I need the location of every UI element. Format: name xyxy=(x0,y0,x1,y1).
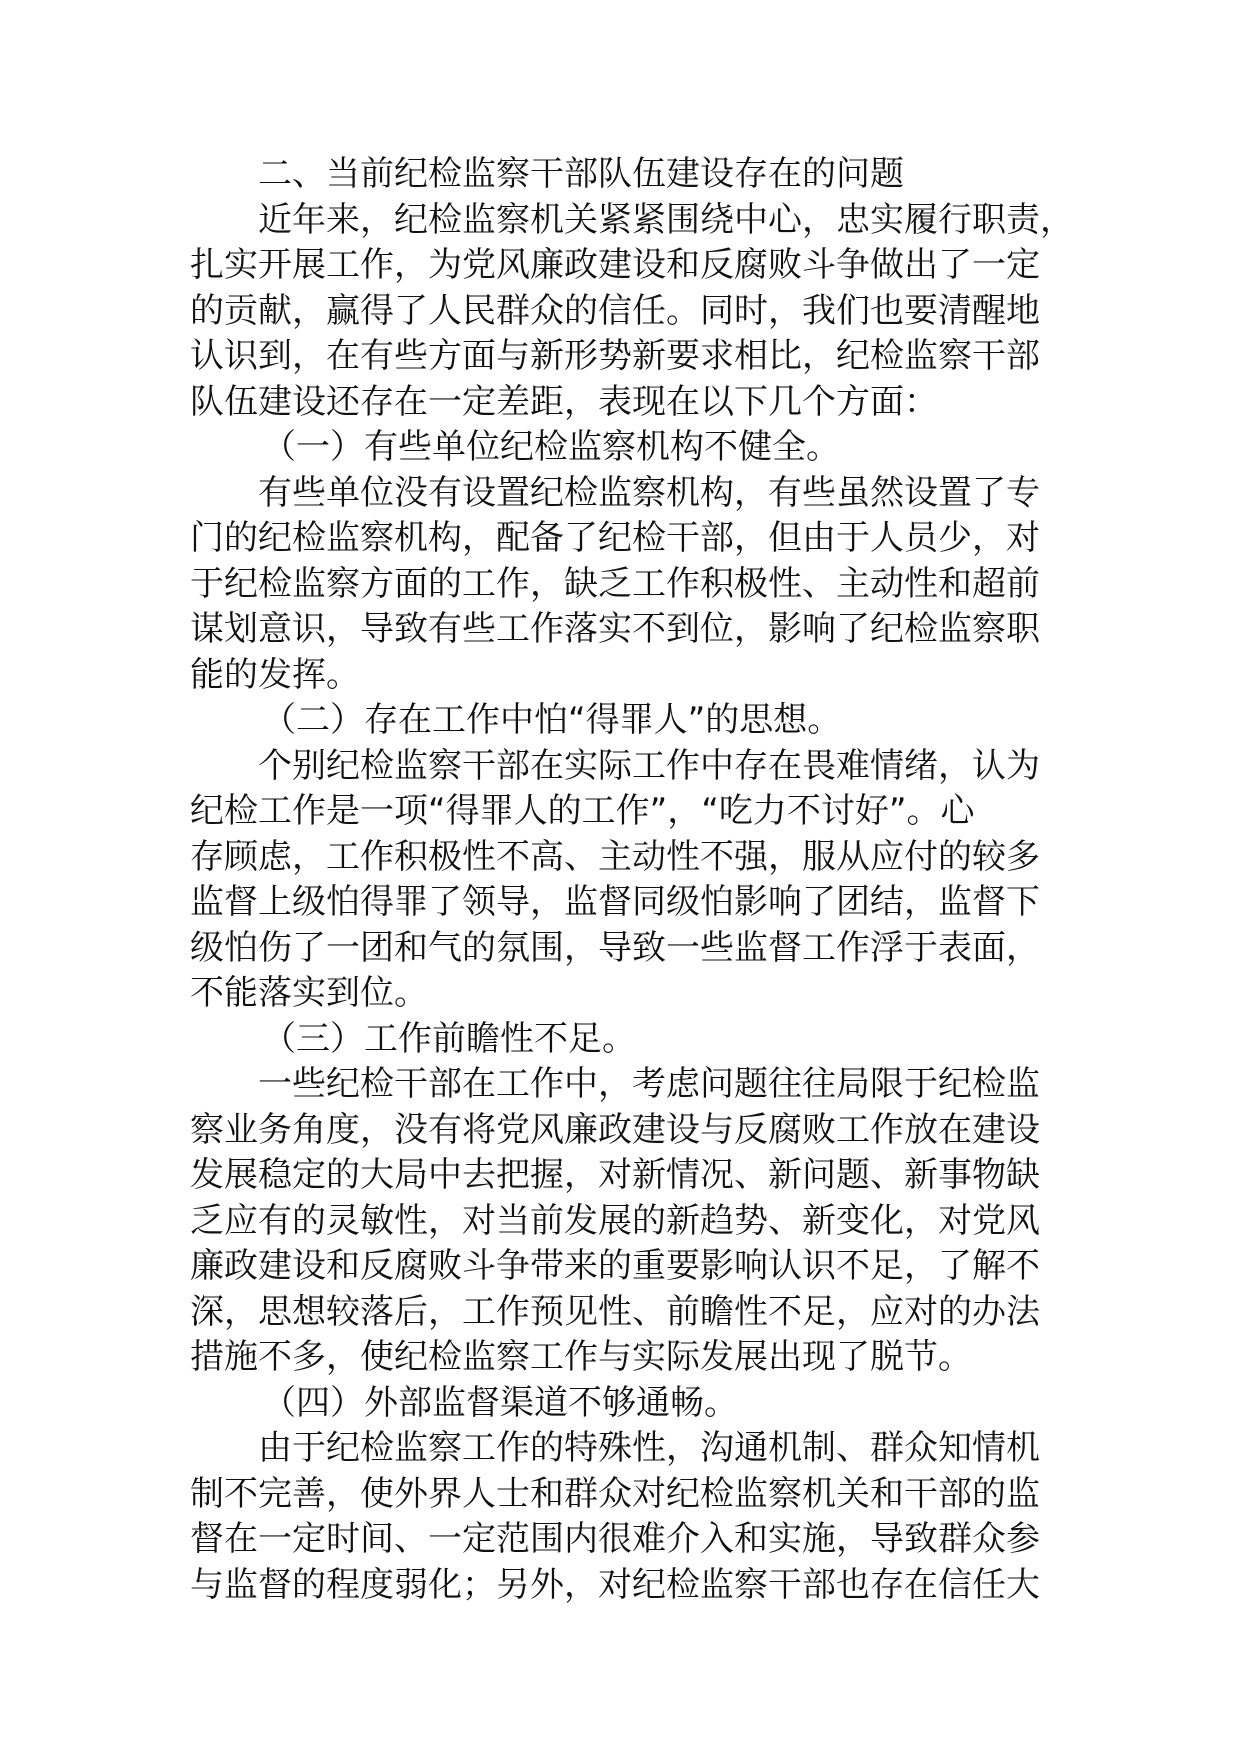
subsection-heading: （二）存在工作中怕“得罪人”的思想。 xyxy=(262,700,842,740)
paragraph-line: 能的发挥。 xyxy=(190,654,360,695)
paragraph-line: 不能落实到位。 xyxy=(190,973,428,1013)
paragraph-line: 扎实开展工作，为党风廉政建设和反腐败斗争做出了一定 xyxy=(190,245,1040,285)
paragraph-line: 的贡献，赢得了人民群众的信任。同时，我们也要清醒地 xyxy=(190,290,1040,331)
paragraph-line: 于纪检监察方面的工作，缺乏工作积极性、主动性和超前 xyxy=(190,563,1040,604)
paragraph-line: 督在一定时间、一定范围内很难介入和实施，导致群众参 xyxy=(190,1519,1040,1559)
paragraph-line: 存顾虑，工作积极性不高、主动性不强，服从应付的较多 xyxy=(190,836,1040,877)
paragraph-line: 廉政建设和反腐败斗争带来的重要影响认识不足，了解不 xyxy=(190,1246,1040,1286)
paragraph-line: 个别纪检监察干部在实际工作中存在畏难情绪，认为 xyxy=(258,745,1040,786)
paragraph-line: 与监督的程度弱化；另外，对纪检监察干部也存在信任大 xyxy=(190,1564,1040,1605)
paragraph-line: 制不完善，使外界人士和群众对纪检监察机关和干部的监 xyxy=(190,1473,1040,1514)
subsection-heading: （三）工作前瞻性不足。 xyxy=(262,1018,636,1059)
subsection-heading: （一）有些单位纪检监察机构不健全。 xyxy=(262,427,840,467)
paragraph-line: 纪检工作是一项“得罪人的工作”，“吃力不讨好”。心 xyxy=(190,791,975,831)
paragraph-line: 监督上级怕得罪了领导，监督同级怕影响了团结，监督下 xyxy=(190,882,1040,922)
paragraph-line: 深，思想较落后，工作预见性、前瞻性不足，应对的办法 xyxy=(190,1291,1040,1332)
subsection-heading: （四）外部监督渠道不够通畅。 xyxy=(262,1382,738,1423)
paragraph-line: 级怕伤了一团和气的氛围，导致一些监督工作浮于表面， xyxy=(190,927,1040,968)
paragraph-line: 发展稳定的大局中去把握，对新情况、新问题、新事物缺 xyxy=(190,1155,1040,1195)
paragraph-line: 队伍建设还存在一定差距，表现在以下几个方面： xyxy=(190,381,938,422)
paragraph-line: 措施不多，使纪检监察工作与实际发展出现了脱节。 xyxy=(190,1337,972,1377)
paragraph-line: 门的纪检监察机构，配备了纪检干部，但由于人员少，对 xyxy=(190,518,1040,558)
paragraph-line: 有些单位没有设置纪检监察机构，有些虽然设置了专 xyxy=(258,472,1040,513)
paragraph-line: 近年来，纪检监察机关紧紧围绕中心，忠实履行职责， xyxy=(258,199,1074,240)
paragraph-line: 察业务角度，没有将党风廉政建设与反腐败工作放在建设 xyxy=(190,1109,1040,1150)
paragraph-line: 由于纪检监察工作的特殊性，沟通机制、群众知情机 xyxy=(258,1428,1040,1468)
section-heading: 二、当前纪检监察干部队伍建设存在的问题 xyxy=(258,154,904,194)
paragraph-line: 谋划意识，导致有些工作落实不到位，影响了纪检监察职 xyxy=(190,609,1040,649)
paragraph-line: 乏应有的灵敏性，对当前发展的新趋势、新变化，对党风 xyxy=(190,1200,1040,1241)
paragraph-line: 认识到，在有些方面与新形势新要求相比，纪检监察干部 xyxy=(190,336,1040,376)
paragraph-line: 一些纪检干部在工作中，考虑问题往往局限于纪检监 xyxy=(258,1064,1040,1104)
document-body xyxy=(190,152,1074,1608)
